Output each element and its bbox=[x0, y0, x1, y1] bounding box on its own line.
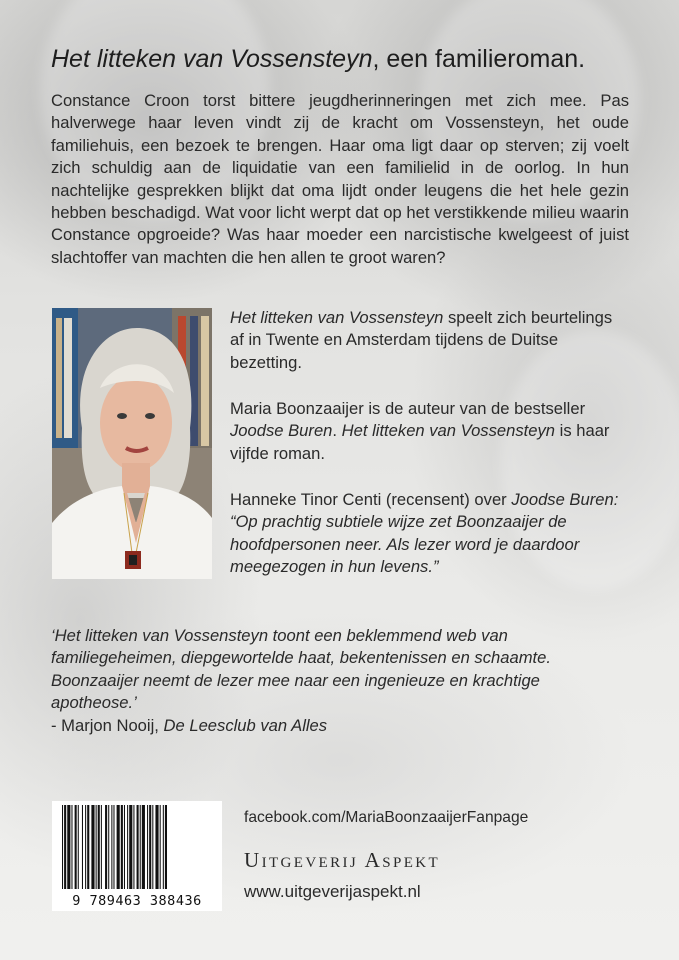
review-text bbox=[230, 511, 630, 578]
barcode-bar bbox=[91, 805, 94, 889]
synopsis bbox=[51, 90, 629, 269]
author-bio-text bbox=[230, 398, 630, 465]
barcode-bar bbox=[113, 805, 114, 889]
bio-part: is haar vijfde roman. bbox=[230, 421, 610, 463]
barcode-bar bbox=[165, 805, 167, 889]
barcode-bar bbox=[82, 805, 83, 889]
blurb bbox=[51, 625, 629, 737]
title-suffix: , een familieroman. bbox=[372, 45, 586, 73]
barcode-bar bbox=[98, 805, 100, 889]
reviewed-book-title: Joodse Buren: bbox=[511, 490, 619, 509]
bio-part: Maria Boonzaaijer is de auteur van de bestseller bbox=[230, 399, 586, 418]
book-title: Het litteken van Vossensteyn bbox=[51, 45, 373, 73]
blurb-text bbox=[51, 625, 629, 715]
barcode-bar bbox=[62, 805, 63, 889]
facebook-link[interactable]: facebook.com/MariaBoonzaaijerFanpage bbox=[244, 809, 529, 826]
barcode-bar bbox=[152, 805, 153, 889]
setting-paragraph bbox=[230, 307, 630, 374]
blurb-author: - Marjon Nooij, bbox=[51, 715, 164, 735]
reviewer: Hanneke Tinor Centi (recensent) over bbox=[230, 490, 512, 509]
barcode-bar bbox=[142, 805, 145, 889]
bio-part: . bbox=[332, 421, 342, 441]
barcode-bar bbox=[129, 805, 132, 889]
barcode-bar bbox=[105, 805, 107, 889]
blurb-quote: ‘Het litteken van Vossensteyn toont een beklemmend web van familiegeheimen, diepgewortelde haat, bekentenissen en schaamte. Boonzaaijer neemt de lezer mee naar een ingenieuze en krachtige apotheose.’ bbox=[51, 626, 551, 713]
isbn-barcode bbox=[52, 801, 222, 911]
barcode-bar bbox=[163, 805, 164, 889]
publisher-name: Uitgeverij Aspekt bbox=[244, 848, 441, 872]
barcode-bar bbox=[117, 805, 120, 889]
author-portrait-illustration bbox=[52, 308, 212, 579]
barcode-bar bbox=[111, 805, 112, 889]
barcode-bar bbox=[71, 805, 72, 889]
website-link[interactable]: www.uitgeverijaspekt.nl bbox=[244, 882, 421, 901]
previous-book-title: Joodse Buren bbox=[230, 421, 333, 441]
setting-sentence: speelt zich beurtelings af in Twente en Amsterdam tijdens de Duitse bezetting. bbox=[230, 308, 613, 372]
barcode-bar bbox=[75, 805, 77, 889]
barcode-bar bbox=[85, 805, 86, 889]
barcode-bar bbox=[96, 805, 97, 889]
blurb-source: De Leesclub van Alles bbox=[163, 715, 328, 735]
barcode-bar bbox=[133, 805, 134, 889]
barcode-bar bbox=[64, 805, 66, 889]
barcode-bar bbox=[155, 805, 158, 889]
author-bio bbox=[230, 398, 630, 465]
barcode-bars bbox=[52, 801, 222, 893]
synopsis-text: Constance Croon torst bittere jeugdherinneringen met zich mee. Pas halverwege haar leven vindt zij de kracht om Vossensteyn, het oude familiehuis, een bezoek te brengen. Haar oma ligt daar op sterven; zij voelt zich schuldig aan de liquidatie van een familielid in de oorlog. In hun nachtelijke gesprekken blijkt dat oma lijdt onder leugens die het hele gezin hebben beschadigd. Wat voor licht werpt dat op het verstikkende milieu waarin Constance opgroeide? Was haar moeder een narcistische kwelgeest of juist slachtoffer van machten die hen allen te groot waren? bbox=[51, 91, 629, 267]
barcode-bar bbox=[147, 805, 148, 889]
barcode-bar bbox=[67, 805, 70, 889]
book-title-inline: Het litteken van Vossensteyn bbox=[341, 421, 556, 441]
blurb-attribution bbox=[51, 715, 629, 737]
review-quote bbox=[230, 489, 630, 579]
setting-text bbox=[230, 307, 630, 374]
barcode-bar bbox=[78, 805, 79, 889]
barcode-bar bbox=[121, 805, 123, 889]
barcode-bar bbox=[101, 805, 102, 889]
barcode-bar bbox=[149, 805, 151, 889]
review-intro bbox=[230, 489, 630, 511]
barcode-bar bbox=[124, 805, 125, 889]
barcode-bar bbox=[108, 805, 109, 889]
barcode-bar bbox=[140, 805, 141, 889]
isbn-number: 9 789463 388436 bbox=[72, 893, 202, 909]
barcode-bar bbox=[137, 805, 139, 889]
book-title-line bbox=[51, 44, 651, 74]
author-photo bbox=[52, 308, 212, 579]
barcode-bar bbox=[87, 805, 89, 889]
barcode-bar bbox=[127, 805, 128, 889]
barcode-bar bbox=[160, 805, 161, 889]
review-quote-text: “Op prachtig subtiele wijze zet Boonzaaijer de hoofdpersonen neer. Als lezer word je daardoor meegezogen in hun levens.” bbox=[230, 512, 580, 577]
book-title-inline: Het litteken van Vossensteyn bbox=[230, 308, 444, 327]
